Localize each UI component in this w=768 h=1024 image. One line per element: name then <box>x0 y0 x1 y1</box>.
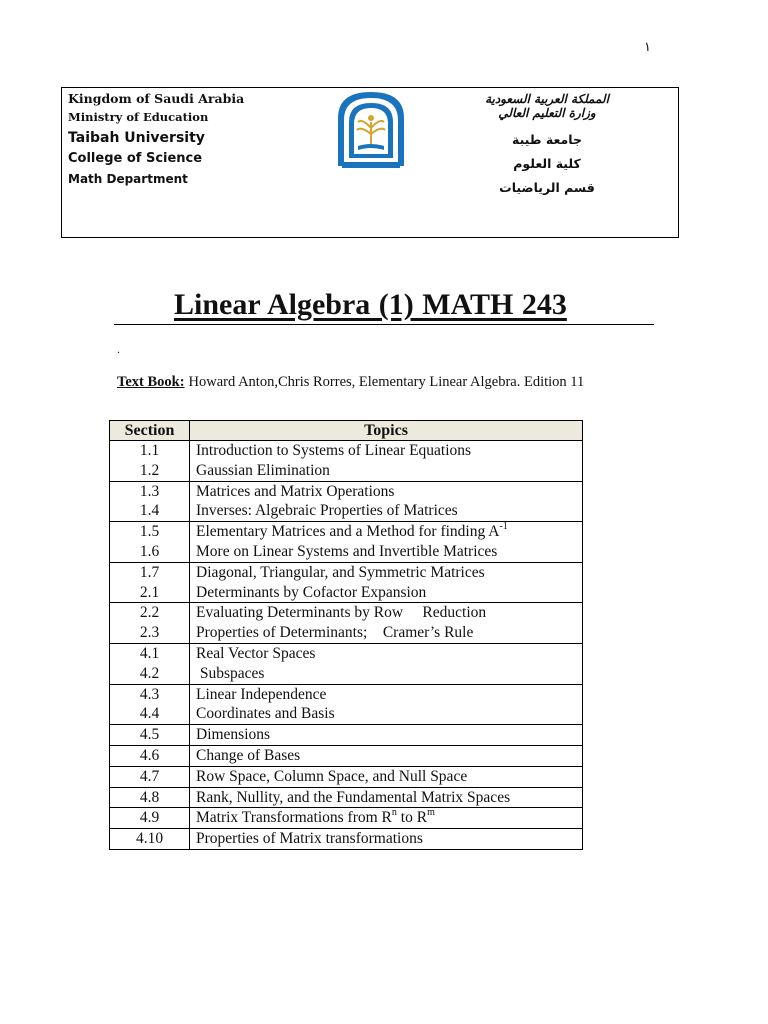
topic-text: Introduction to Systems of Linear Equations <box>196 442 472 459</box>
section-number: 4.6 <box>139 746 160 764</box>
topic-text: Diagonal, Triangular, and Symmetric Matrices <box>196 563 485 581</box>
section-cell <box>110 787 190 808</box>
topic-text: Dimensions <box>196 726 271 744</box>
topic-text <box>196 522 582 542</box>
section-header: Section <box>110 421 190 441</box>
table-row <box>110 829 583 850</box>
topic-cell <box>190 725 583 746</box>
topic-cell <box>190 441 583 482</box>
section-cell <box>110 766 190 787</box>
section-cell <box>110 481 190 522</box>
topic-cell <box>190 522 583 563</box>
topic-cell <box>190 643 583 684</box>
topic-text: Evaluating Determinants by Row Reduction <box>196 604 487 622</box>
arabic-college-name: كلية العلوم <box>513 156 581 171</box>
topic-text: Rank, Nullity, and the Fundamental Matrix Spaces <box>196 788 511 806</box>
section-number: 4.10 <box>135 830 164 848</box>
textbook-value: Howard Anton,Chris Rorres, Elementary Linear Algebra. Edition 11 <box>188 374 585 390</box>
topic-cell <box>190 787 583 808</box>
table-row <box>110 562 583 603</box>
kingdom-name: Kingdom of Saudi Arabia <box>68 91 245 106</box>
topic-text-main: Elementary Matrices and a Method for finding A <box>196 523 500 541</box>
arabic-university-name: جامعة طيبة <box>512 132 582 147</box>
section-number: 4.4 <box>139 705 160 723</box>
section-number: 4.9 <box>139 809 160 827</box>
section-number: 2.1 <box>139 583 160 601</box>
table-row <box>110 522 583 563</box>
textbook-label: Text Book: <box>117 374 185 390</box>
section-number: 1.5 <box>139 523 160 541</box>
table-row <box>110 441 583 482</box>
section-number: 2.2 <box>139 604 160 622</box>
topic-text-to: to R <box>396 809 428 827</box>
topic-text: Coordinates and Basis <box>196 705 335 723</box>
table-header-row <box>110 421 583 441</box>
table-row <box>110 787 583 808</box>
section-number: 1.7 <box>139 563 160 581</box>
topic-cell <box>190 808 583 829</box>
letterhead-english <box>68 88 244 190</box>
topic-text: Change of Bases <box>196 746 301 764</box>
topic-text: Properties of Matrix transformations <box>196 830 423 848</box>
section-number: 1.6 <box>139 542 160 560</box>
section-number: 2.3 <box>139 624 160 642</box>
topic-text: Linear Independence <box>196 685 327 703</box>
section-number: 4.8 <box>139 788 160 806</box>
table-row <box>110 481 583 522</box>
ministry-name: Ministry of Education <box>68 110 209 124</box>
superscript-n: n <box>391 807 397 819</box>
section-number: 4.7 <box>139 767 160 785</box>
table-row <box>110 808 583 829</box>
section-number: 4.2 <box>139 664 160 682</box>
topic-cell <box>190 562 583 603</box>
topic-text: Determinants by Cofactor Expansion <box>196 583 427 601</box>
superscript-m: m <box>427 807 435 819</box>
stray-mark: . <box>117 342 120 356</box>
section-cell <box>110 829 190 850</box>
section-number: 1.1 <box>139 442 160 459</box>
arabic-ministry-calligraphy: وزارة التعليم العالي <box>498 106 596 120</box>
topic-text: Subspaces <box>196 664 265 682</box>
table-row <box>110 643 583 684</box>
topic-text: Matrices and Matrix Operations <box>196 482 395 500</box>
topics-header: Topics <box>190 421 583 441</box>
table-row <box>110 745 583 766</box>
title-rule <box>114 286 654 325</box>
topic-text-main: Matrix Transformations from R <box>196 809 392 827</box>
table-row <box>110 603 583 644</box>
topic-text: Inverses: Algebraic Properties of Matrices <box>196 502 458 520</box>
topic-cell <box>190 745 583 766</box>
university-name: Taibah University <box>68 130 205 146</box>
section-number: 1.2 <box>139 461 160 479</box>
topic-text: Properties of Determinants; Cramer’s Rule <box>196 624 474 642</box>
table-row <box>110 725 583 746</box>
topics-table <box>109 420 583 850</box>
section-cell <box>110 684 190 725</box>
section-number: 4.3 <box>139 685 160 703</box>
letterhead-arabic <box>452 88 642 200</box>
section-cell <box>110 562 190 603</box>
topic-text: Gaussian Elimination <box>196 461 330 479</box>
section-cell <box>110 441 190 482</box>
section-number: 4.5 <box>139 726 160 744</box>
topic-text <box>196 808 582 828</box>
table-row <box>110 766 583 787</box>
section-cell <box>110 522 190 563</box>
textbook-line <box>117 374 584 391</box>
table-row <box>110 684 583 725</box>
department-name: Math Department <box>68 172 188 186</box>
topic-cell <box>190 481 583 522</box>
section-number: 1.3 <box>139 482 160 500</box>
section-cell <box>110 643 190 684</box>
topic-cell <box>190 766 583 787</box>
topic-text: Real Vector Spaces <box>196 644 316 662</box>
section-number: 4.1 <box>139 644 160 662</box>
course-title: Linear Algebra (1) MATH 243 <box>174 288 567 321</box>
topic-cell <box>190 684 583 725</box>
section-cell <box>110 808 190 829</box>
section-cell <box>110 745 190 766</box>
taibah-university-logo <box>332 88 410 170</box>
page-number: ١ <box>644 40 651 55</box>
topic-text: More on Linear Systems and Invertible Matrices <box>196 542 498 560</box>
section-cell <box>110 603 190 644</box>
college-name: College of Science <box>68 151 203 166</box>
letterhead-box <box>61 87 679 238</box>
inverse-superscript: -1 <box>499 521 508 533</box>
topic-cell <box>190 603 583 644</box>
section-cell <box>110 725 190 746</box>
topic-cell <box>190 829 583 850</box>
section-number: 1.4 <box>139 502 160 520</box>
arabic-kingdom-calligraphy: المملكة العربية السعودية <box>485 92 609 106</box>
topic-text: Row Space, Column Space, and Null Space <box>196 767 468 785</box>
arabic-department-name: قسم الرياضيات <box>499 180 595 195</box>
